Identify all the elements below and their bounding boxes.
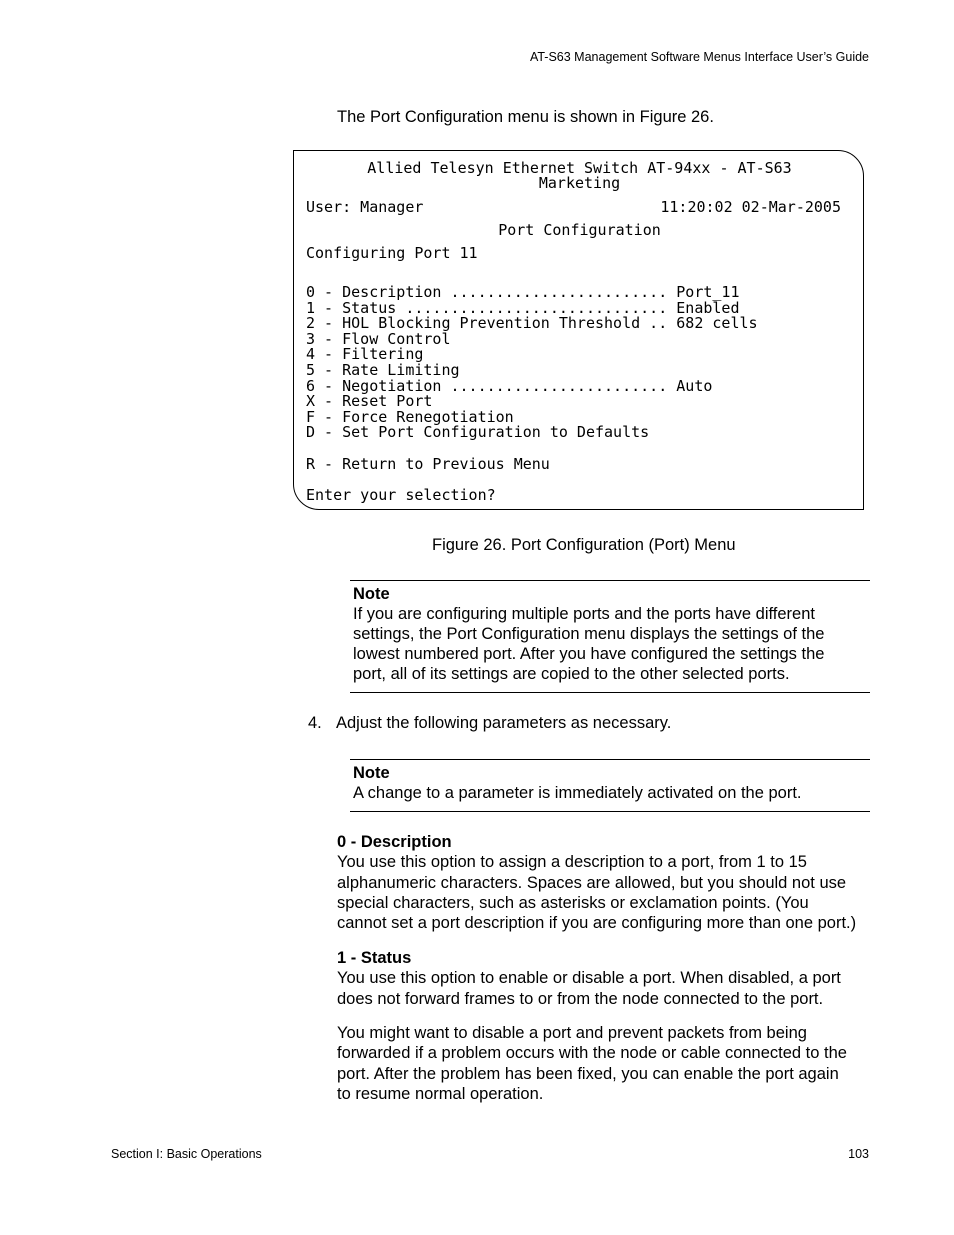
- terminal-option: 2 - HOL Blocking Prevention Threshold .. 682 cells: [306, 314, 758, 333]
- running-header: AT-S63 Management Software Menus Interface User’s Guide: [529, 50, 869, 64]
- terminal-option: 0 - Description ........................ Port_11: [306, 283, 740, 301]
- terminal-banner-line1: Allied Telesyn Ethernet Switch AT-94xx - AT-S63: [367, 159, 792, 177]
- terminal-configuring: Configuring Port 11: [306, 244, 478, 262]
- paragraph-line: You use this option to enable or disable a port. When disabled, a port: [337, 969, 841, 988]
- description-section: [337, 832, 877, 933]
- note-line: lowest numbered port. After you have configured the settings the: [353, 645, 825, 663]
- terminal-return-option: R - Return to Previous Menu: [306, 454, 550, 473]
- paragraph-line: forwarded if a problem occurs with the node or cable connected to the: [337, 1044, 847, 1063]
- figure-caption: Figure 26. Port Configuration (Port) Menu: [432, 536, 736, 554]
- paragraph-line: You use this option to assign a description to a port, from 1 to 15: [337, 853, 807, 872]
- terminal-option: F - Force Renegotiation: [306, 407, 514, 426]
- terminal-user: User: Manager: [306, 198, 424, 216]
- paragraph-line: does not forward frames to or from the node connected to the port.: [337, 989, 824, 1008]
- note-line: settings, the Port Configuration menu displays the settings of the: [353, 625, 825, 643]
- note-box: [350, 759, 870, 812]
- terminal-option: 1 - Status ............................. Enabled: [306, 298, 740, 317]
- paragraph-line: port. After the problem has been fixed, you can enable the port again: [337, 1064, 839, 1083]
- note-box: [350, 580, 870, 693]
- terminal-option: X - Reset Port: [306, 392, 433, 411]
- paragraph-line: You might want to disable a port and prevent packets from being: [337, 1024, 807, 1042]
- note-title: Note: [353, 764, 390, 782]
- section-heading: 0 - Description: [337, 833, 452, 851]
- step-text: Adjust the following parameters as necessary.: [336, 714, 672, 732]
- terminal-prompt: Enter your selection?: [306, 485, 496, 504]
- terminal-option: D - Set Port Configuration to Defaults: [306, 423, 650, 442]
- paragraph-line: to resume normal operation.: [337, 1084, 544, 1103]
- paragraph-line: cannot set a port description if you are configuring more than one port.): [337, 914, 857, 933]
- terminal-datetime: 11:20:02 02-Mar-2005: [660, 198, 841, 216]
- terminal-menu-title: Port Configuration: [498, 221, 661, 239]
- section-heading: 1 - Status: [337, 949, 412, 967]
- step-number: 4.: [308, 714, 322, 732]
- paragraph-line: alphanumeric characters. Spaces are allowed, but you should not use: [337, 873, 847, 892]
- terminal-option: 3 - Flow Control: [306, 329, 451, 348]
- intro-text: The Port Configuration menu is shown in Figure 26.: [337, 108, 714, 126]
- terminal-option: 6 - Negotiation ........................ Auto: [306, 376, 713, 395]
- note-line: A change to a parameter is immediately activated on the port.: [353, 784, 802, 802]
- note-line: If you are configuring multiple ports and the ports have different: [353, 605, 815, 623]
- footer-section: Section I: Basic Operations: [111, 1147, 262, 1161]
- page-number: 103: [848, 1147, 869, 1161]
- terminal-option: 5 - Rate Limiting: [306, 361, 460, 379]
- paragraph-line: special characters, such as asterisks or exclamation points. (You: [337, 893, 809, 912]
- terminal-option: 4 - Filtering: [306, 345, 424, 364]
- status-section: [337, 948, 877, 1009]
- note-title: Note: [353, 585, 390, 603]
- note-line: port, all of its settings are copied to the other selected ports.: [353, 665, 790, 683]
- status-paragraph: [337, 1023, 877, 1104]
- step-item: [308, 714, 671, 733]
- terminal-banner-line2: Marketing: [538, 174, 621, 192]
- terminal-screen: [293, 150, 864, 510]
